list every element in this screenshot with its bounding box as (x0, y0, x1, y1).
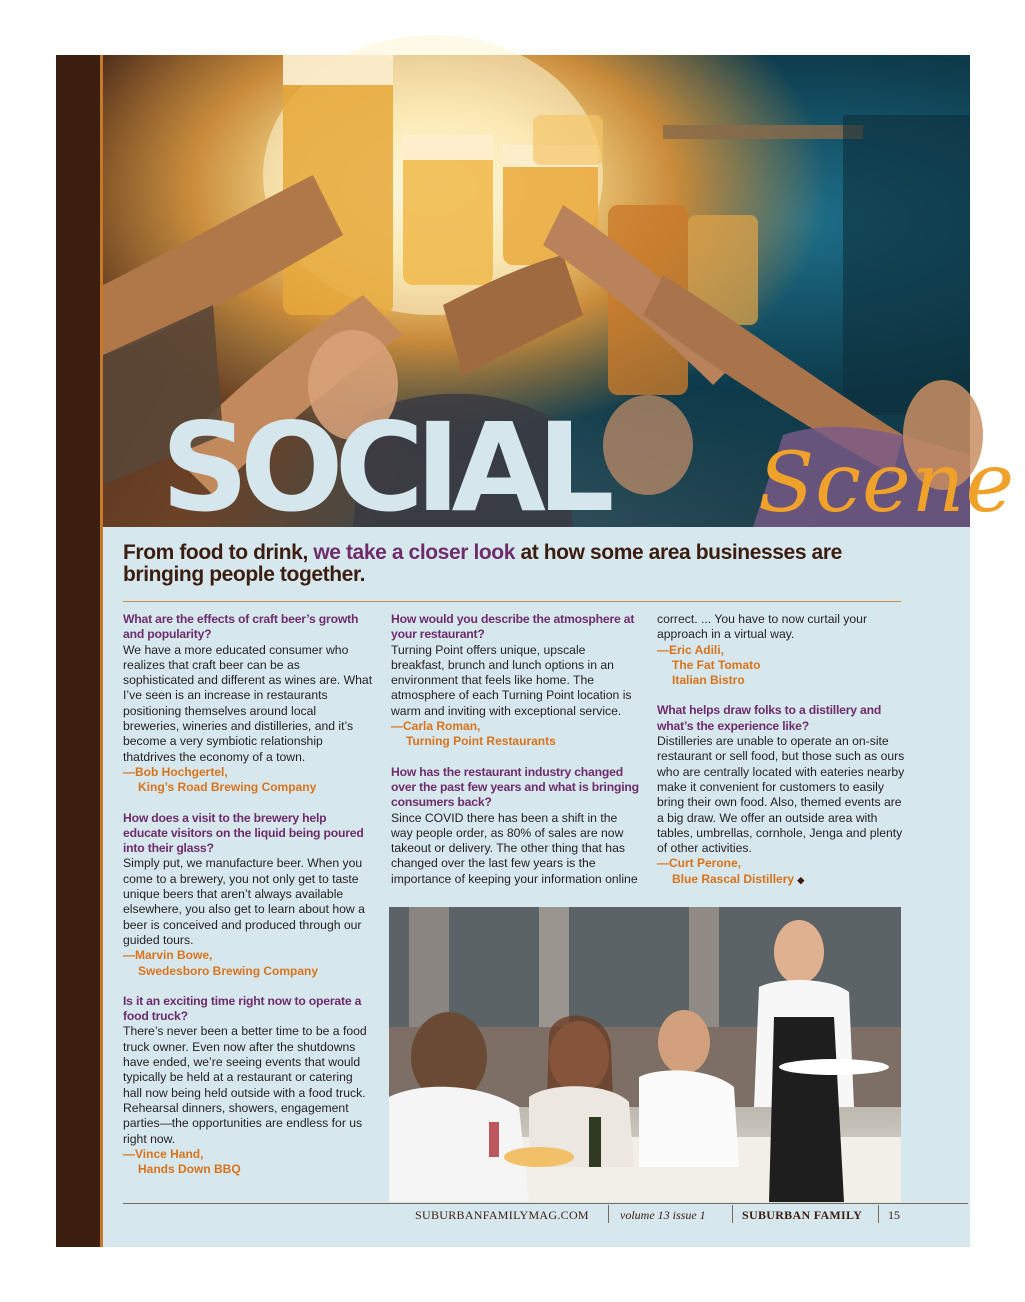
answer: We have a more educated consumer who realizes that craft beer can be as sophisticated and different as wines are. What I’ve seen is an increase in restaurants positioning themselves around local breweries, wineries and distilleries, and it’s become a very symbiotic relationship thatdrives the economy of a town. (123, 642, 373, 764)
column-2 (391, 612, 641, 887)
column-3 (657, 612, 907, 888)
answer: Distilleries are unable to operate an on-site restaurant or sell food, but those such as ours who are centrally located with eateries nearby make it convenient for customers to easily bring their own food. Also, themed events are a big draw. We offer an outside area with tables, umbrellas, cornhole, Jenga and plenty of other activities. (657, 734, 905, 856)
attribution-org: The Fat Tomato (672, 657, 761, 672)
attribution-org: King’s Road Brewing Company (138, 780, 317, 795)
deck-headline (123, 542, 923, 586)
attribution (123, 765, 373, 796)
magazine-page (56, 55, 1015, 1247)
attribution-name: —Eric Adili, (657, 642, 724, 657)
footer-rule (123, 1203, 968, 1204)
attribution-org: Turning Point Restaurants (406, 734, 556, 749)
end-mark-icon: ◆ (797, 874, 805, 885)
footer-page-number: 15 (888, 1208, 900, 1222)
footer-separator (732, 1205, 733, 1223)
restaurant-photo (389, 907, 901, 1202)
footer-separator (878, 1205, 879, 1223)
question: How does a visit to the brewery help educate visitors on the liquid being poured into their glass? (123, 810, 364, 856)
deck-part1: From food to drink, (123, 541, 314, 564)
question: How has the restaurant industry changed over the past few years and what is bringing consumers back? (391, 764, 639, 810)
question: What helps draw folks to a distillery and what’s the experience like? (657, 703, 882, 733)
column-1 (123, 612, 373, 1177)
attribution (123, 948, 373, 979)
attribution-org-text: Blue Rascal Distillery (672, 871, 795, 886)
attribution-org: Swedesboro Brewing Company (138, 963, 319, 978)
attribution (657, 856, 907, 888)
footer-magazine-name: SUBURBAN FAMILY (742, 1208, 863, 1222)
attribution (657, 643, 907, 689)
hero-photo (103, 55, 1015, 539)
answer: Simply put, we manufacture beer. When you come to a brewery, you not only get to taste unique beers that aren’t always available elsewhere, you also get to learn about how a beer is conceived and produced through our guided tours. (123, 856, 365, 947)
footer-website: SUBURBANFAMILYMAG.COM (415, 1208, 589, 1222)
attribution-name: —Curt Perone, (657, 856, 742, 871)
restaurant-dining-photo (389, 907, 901, 1202)
answer: Turning Point offers unique, upscale breakfast, brunch and lunch options in an environment that feels like home. The atmosphere of each Turning Point location is warm and inviting with exceptional service. (391, 642, 632, 718)
attribution (391, 719, 641, 750)
question: What are the effects of craft beer’s growth and popularity? (123, 612, 359, 642)
attribution-org-line2: Italian Bistro (672, 673, 745, 688)
attribution-name: —Bob Hochgertel, (123, 764, 228, 779)
question: How would you describe the atmosphere at your restaurant? (391, 612, 635, 642)
title-social: SOCIAL (161, 397, 606, 539)
deck-part2: at how some area businesses are bringing people together. (123, 541, 842, 586)
title-scene-script: Scene (758, 436, 1015, 531)
footer-volume: volume 13 issue 1 (620, 1208, 706, 1222)
answer: correct. ... You have to now curtail your approach in a virtual way. (657, 612, 868, 642)
attribution-org (657, 872, 907, 888)
attribution-name: —Marvin Bowe, (123, 948, 213, 963)
answer: There’s never been a better time to be a food truck owner. Even now after the shutdowns have ended, we’re seeing events that would typically be held at a restaurant or catering hall now being held outside with a food truck. Rehearsal dinners, showers, engagement parties—the opportunities are endless for us right now. (123, 1024, 367, 1146)
attribution (123, 1147, 373, 1178)
attribution-org: Hands Down BBQ (138, 1162, 241, 1177)
deck-divider (123, 601, 901, 602)
footer-separator (608, 1205, 609, 1223)
attribution-name: —Vince Hand, (123, 1146, 204, 1161)
answer: Since COVID there has been a shift in the way people order, as 80% of sales are now takeout or delivery. The other thing that has changed over the last few years is the importance of keeping your information online (391, 810, 638, 886)
question: Is it an exciting time right now to operate a food truck? (123, 993, 362, 1024)
sidebar-bar (56, 55, 100, 1247)
deck-highlight: we take a closer look (313, 541, 516, 564)
attribution-name: —Carla Roman, (391, 719, 481, 734)
